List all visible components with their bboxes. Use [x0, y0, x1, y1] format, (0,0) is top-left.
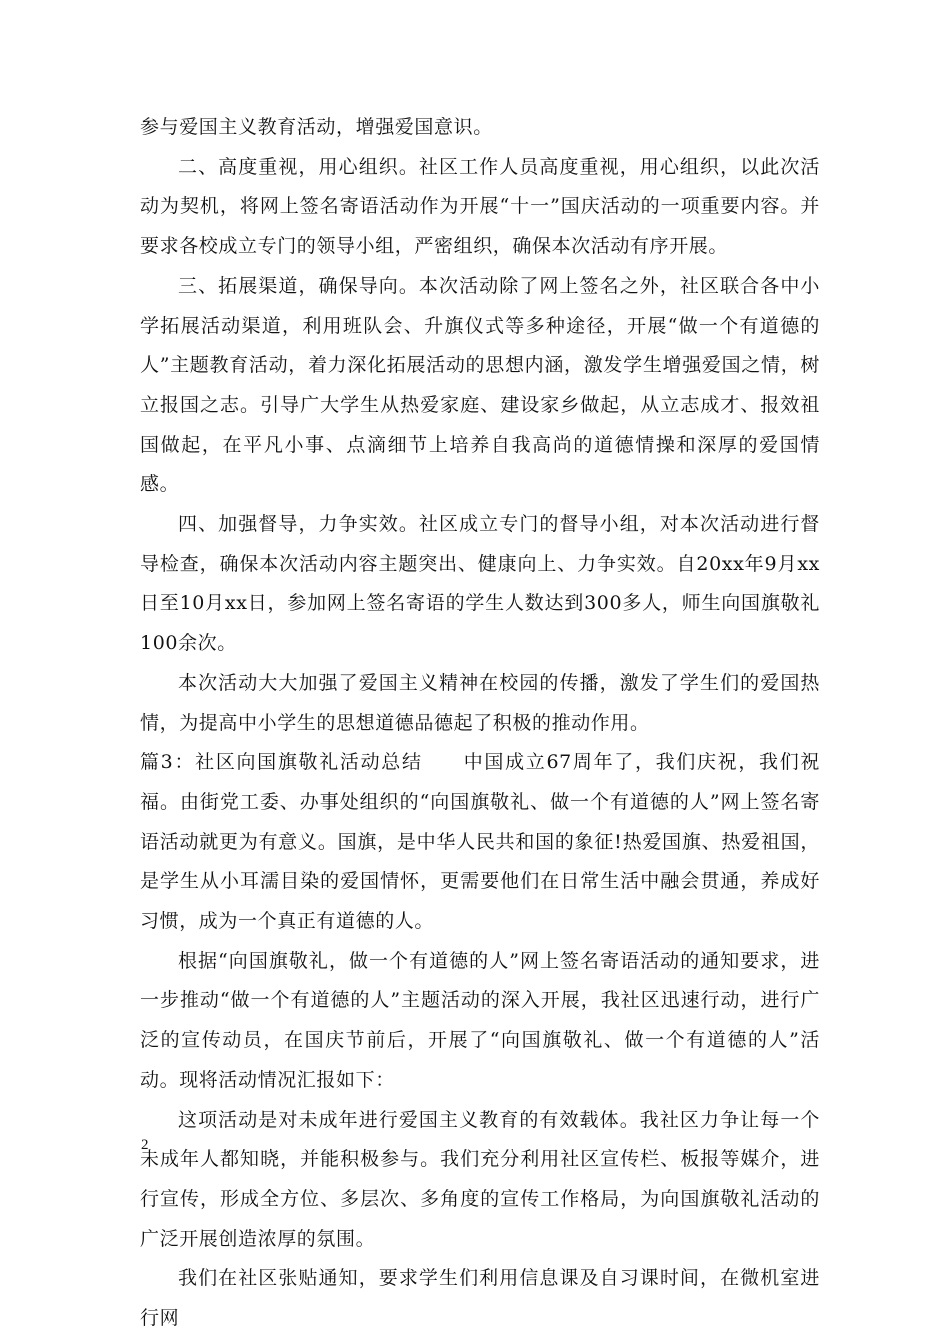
paragraph-point-four: 四、加强督导，力争实效。社区成立专门的督导小组，对本次活动进行督导检查，确保本次活动内容主题突出、健康向上、力争实效。自20xx年9月xx日至10月xx日，参加网上签名寄语的学生人数达到300多人，师生向国旗敬礼100余次。 — [140, 513, 820, 655]
paragraph-activity-carrier: 这项活动是对未成年进行爱国主义教育的有效载体。我社区力争让每一个未成年人都知晓，并能积极参与。我们充分利用社区宣传栏、板报等媒介，进行宣传，形成全方位、多层次、多角度的宣传工作格局，为向国旗敬礼活动的广泛开展创造浓厚的氛围。 — [140, 1108, 820, 1250]
section-three-opening — [140, 743, 820, 942]
paragraph-summary: 本次活动大大加强了爱国主义精神在校园的传播，激发了学生们的爱国热情，为提高中小学生的思想道德品德起了积极的推动作用。 — [140, 671, 820, 734]
paragraph-point-three: 三、拓展渠道，确保导向。本次活动除了网上签名之外，社区联合各中小学拓展活动渠道，利用班队会、升旗仪式等多种途径，开展“做一个有道德的人”主题教育活动，着力深化拓展活动的思想内涵，激发学生增强爱国之情，树立报国之志。引导广大学生从热爱家庭、建设家乡做起，从立志成才、报效祖国做起，在平凡小事、点滴细节上培养自我高尚的道德情操和深厚的爱国情感。 — [140, 274, 820, 496]
document-body — [140, 108, 820, 1339]
section-intro-text: 中国成立67周年了，我们庆祝，我们祝福。由街党工委、办事处组织的“向国旗敬礼、做一个有道德的人”网上签名寄语活动就更为有意义。国旗，是中华人民共和国的象征!热爱国旗、热爱祖国，是学生从小耳濡目染的爱国情怀，更需要他们在日常生活中融会贯通，养成好习惯，成为一个真正有道德的人。 — [140, 751, 820, 933]
section-heading: 篇3：社区向国旗敬礼活动总结 — [140, 751, 423, 774]
paragraph-posting-notice: 我们在社区张贴通知，要求学生们利用信息课及自习课时间，在微机室进行网 — [140, 1267, 820, 1330]
paragraph-notice: 根据“向国旗敬礼，做一个有道德的人”网上签名寄语活动的通知要求，进一步推动“做一个有道德的人”主题活动的深入开展，我社区迅速行动，进行广泛的宣传动员，在国庆节前后，开展了“向国旗敬礼、做一个有道德的人”活动。现将活动情况汇报如下： — [140, 949, 820, 1091]
page-number: 2 — [141, 1137, 149, 1153]
paragraph-point-two: 二、高度重视，用心组织。社区工作人员高度重视，用心组织，以此次活动为契机，将网上签名寄语活动作为开展“十一”国庆活动的一项重要内容。并要求各校成立专门的领导小组，严密组织，确保本次活动有序开展。 — [140, 155, 820, 258]
paragraph-continuation: 参与爱国主义教育活动，增强爱国意识。 — [140, 116, 493, 138]
